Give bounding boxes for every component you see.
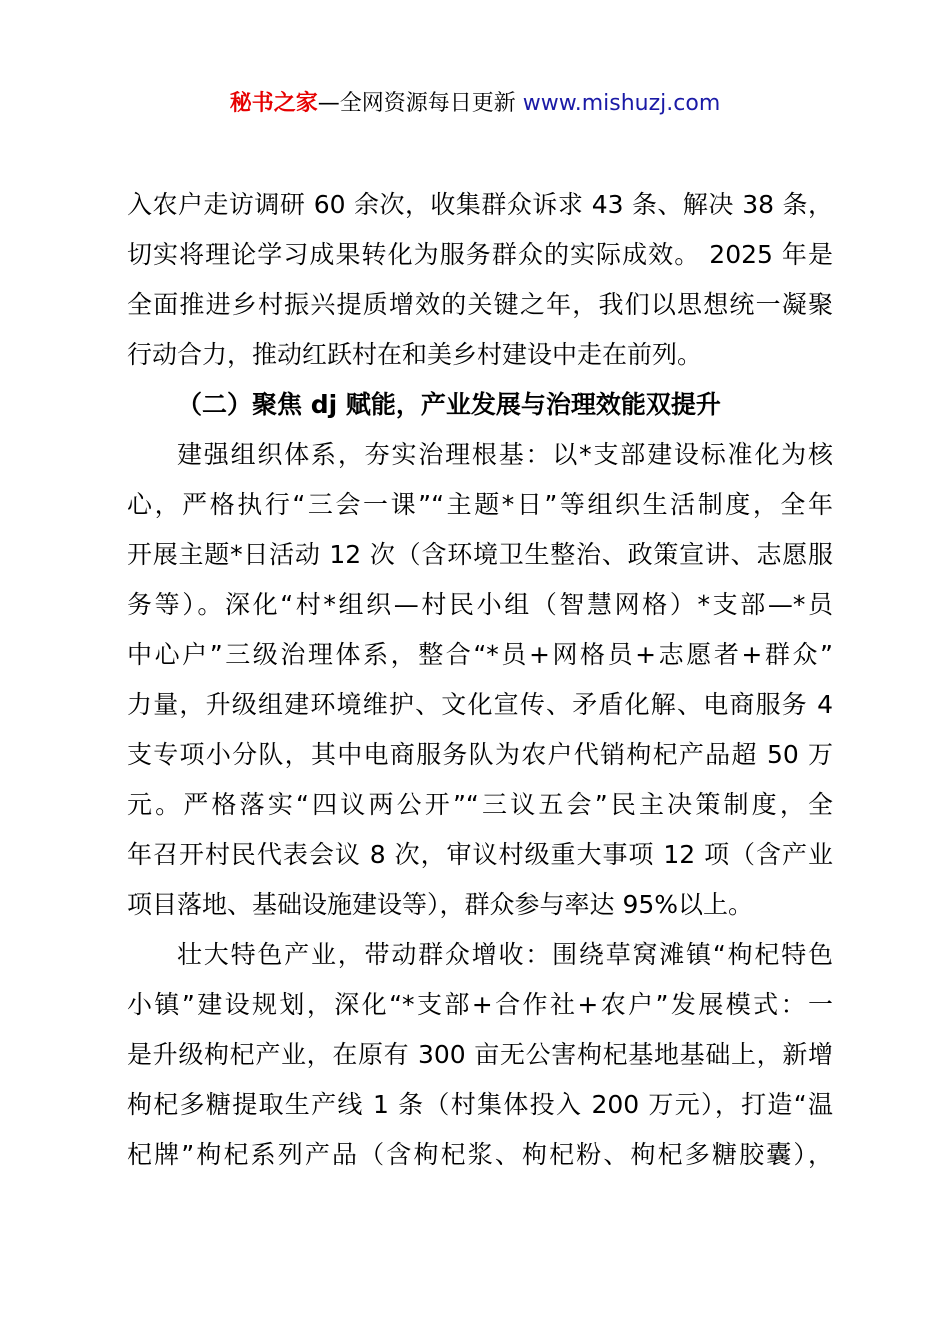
paragraph-line: 小镇”建设规划，深化“*支部+合作社+农户”发展模式：一 <box>127 990 833 1019</box>
paragraph-line: 支专项小分队，其中电商服务队为农户代销枸杞产品超 50 万 <box>127 740 833 769</box>
section-heading: （二）聚焦 dj 赋能，产业发展与治理效能双提升 <box>177 390 721 419</box>
paragraph-line: 年召开村民代表会议 8 次，审议村级重大事项 12 项（含产业 <box>127 840 833 869</box>
paragraph-line: 是升级枸杞产业，在原有 300 亩无公害枸杞基地基础上，新增 <box>127 1040 833 1069</box>
paragraph-line: 行动合力，推动红跃村在和美乡村建设中走在前列。 <box>127 340 703 369</box>
paragraph-line: 杞牌”枸杞系列产品（含枸杞浆、枸杞粉、枸杞多糖胶囊）， <box>127 1140 833 1169</box>
header-site-link[interactable]: www.mishuzj.com <box>522 91 721 116</box>
header-tagline: —全网资源每日更新 <box>317 91 523 116</box>
paragraph-line: 入农户走访调研 60 余次，收集群众诉求 43 条、解决 38 条， <box>127 190 833 219</box>
paragraph-line: 务等）。深化“村*组织—村民小组（智慧网格）*支部—*员 <box>127 590 833 619</box>
paragraph-line: 力量，升级组建环境维护、文化宣传、矛盾化解、电商服务 4 <box>127 690 833 719</box>
paragraph-line: 壮大特色产业，带动群众增收：围绕草窝滩镇“枸杞特色 <box>177 940 833 969</box>
document-body <box>127 180 833 1180</box>
paragraph-line: 开展主题*日活动 12 次（含环境卫生整治、政策宣讲、志愿服 <box>127 540 833 569</box>
paragraph-line: 心，严格执行“三会一课”“主题*日”等组织生活制度，全年 <box>127 490 833 519</box>
header-brand: 秘书之家 <box>229 91 318 116</box>
paragraph-line: 建强组织体系，夯实治理根基：以*支部建设标准化为核 <box>177 440 833 469</box>
paragraph-line: 项目落地、基础设施建设等），群众参与率达 95%以上。 <box>127 890 754 919</box>
paragraph-line: 元。严格落实“四议两公开”“三议五会”民主决策制度，全 <box>127 790 833 819</box>
paragraph-line: 切实将理论学习成果转化为服务群众的实际成效。 2025 年是 <box>127 240 833 269</box>
page-header <box>0 88 950 120</box>
paragraph-line: 枸杞多糖提取生产线 1 条（村集体投入 200 万元），打造“温 <box>127 1090 833 1119</box>
paragraph-line: 中心户”三级治理体系，整合“*员+网格员+志愿者+群众” <box>127 640 833 669</box>
paragraph-line: 全面推进乡村振兴提质增效的关键之年，我们以思想统一凝聚 <box>127 290 833 319</box>
